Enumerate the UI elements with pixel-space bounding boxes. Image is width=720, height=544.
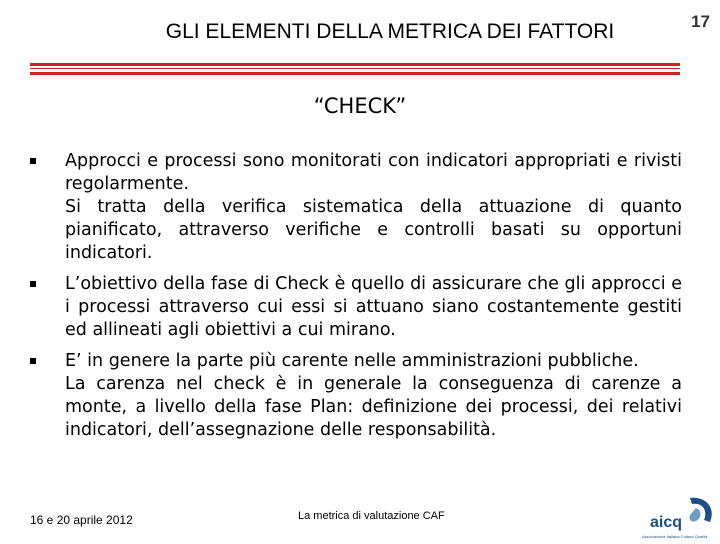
logo-text: aicq [650, 514, 683, 531]
rule-line-bottom [30, 72, 680, 75]
page-number: 17 [691, 12, 710, 31]
bullet-item-2 [30, 273, 682, 342]
bullet-paragraph: E’ in genere la parte più carente nelle amministrazioni pubbliche. [65, 351, 639, 371]
logo-subtext: Associazione Italiana Cultura Qualità [642, 534, 708, 539]
bullet-paragraph: Si tratta della verifica sistematica della attuazione di quanto pianificato, attraverso verifiche e controlli basati su opportuni indicatori. [65, 197, 682, 263]
aicq-logo-icon [640, 494, 720, 540]
section-heading: “CHECK” [313, 94, 407, 118]
square-bullet-icon [30, 281, 36, 287]
bullet-paragraph: L’obiettivo della fase di Check è quello di assicurare che gli approcci e i processi attraverso cui essi si attuano siano costantemente gestiti ed allineati agli obiettivi a cui mirano. [65, 274, 682, 340]
rule-line-top [30, 63, 680, 66]
square-bullet-icon [30, 158, 36, 164]
bullet-item-1 [30, 150, 682, 265]
aicq-logo [640, 494, 720, 540]
bullet-paragraph: Approcci e processi sono monitorati con indicatori appropriati e rivisti regolarmente. [65, 151, 682, 194]
square-bullet-icon [30, 358, 36, 364]
bullet-paragraph: La carenza nel check è in generale la conseguenza di carenze a monte, a livello della fase Plan: definizione dei processi, dei relativi indicatori, dell’assegnazione delle responsabilità. [65, 374, 682, 440]
bullet-item-3 [30, 350, 682, 442]
rule-line-middle [30, 68, 680, 69]
slide-title: GLI ELEMENTI DELLA METRICA DEI FATTORI [165, 20, 615, 43]
footer-title: La metrica di valutazione CAF [298, 510, 445, 522]
footer-date: 16 e 20 aprile 2012 [30, 513, 133, 527]
bullet-list [30, 150, 682, 450]
